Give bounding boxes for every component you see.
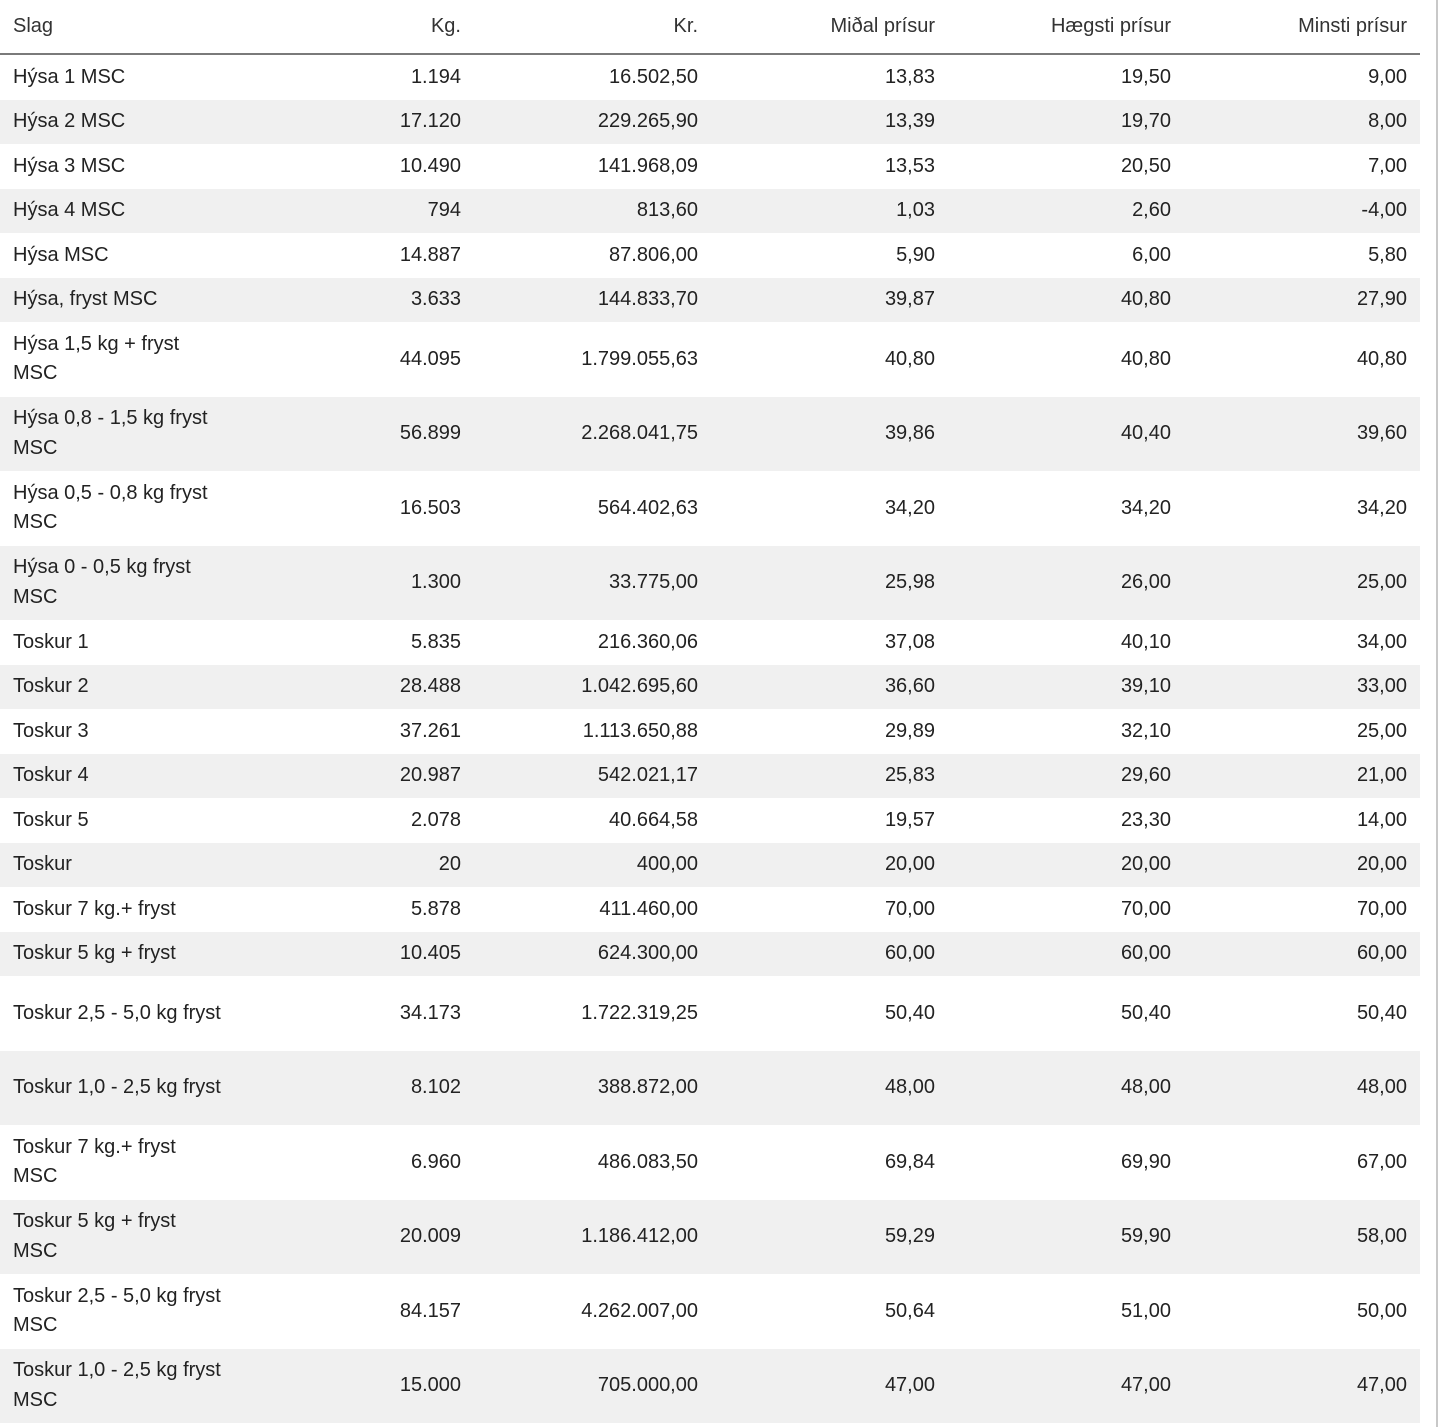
cell-minsti-prisur: 21,00 [1356, 764, 1407, 786]
cell-minsti-prisur: 34,00 [1356, 630, 1407, 653]
cell-slag: Toskur 5 [13, 808, 89, 831]
cell-kr: 486.083,50 [597, 1150, 698, 1173]
cell-minsti-prisur: 7,00 [1368, 154, 1407, 177]
cell-slag: Toskur 5 kg + fryst MSC [13, 1210, 176, 1262]
cell-kr: 411.460,00 [599, 897, 698, 920]
cell-slag: Hýsa 0 - 0,5 kg fryst MSC [13, 556, 191, 608]
cell-haegsti-prisur: 60,00 [1120, 942, 1171, 964]
cell-kg: 1.194 [410, 65, 461, 88]
table-row [0, 546, 1420, 621]
cell-slag: Toskur 4 [13, 764, 89, 786]
cell-minsti-prisur: 8,00 [1368, 110, 1407, 132]
cell-minsti-prisur: 47,00 [1356, 1374, 1407, 1396]
cell-minsti-prisur: 58,00 [1356, 1225, 1407, 1247]
cell-kg: 5.878 [410, 897, 461, 920]
table-row [0, 322, 1420, 397]
cell-minsti-prisur: 50,40 [1356, 1001, 1407, 1024]
cell-kr: 388.872,00 [597, 1076, 698, 1098]
cell-kg: 8.102 [410, 1076, 461, 1098]
table-row [0, 54, 1420, 100]
table-row [0, 278, 1420, 323]
cell-slag: Toskur 5 kg + fryst [13, 942, 176, 964]
table-row [0, 887, 1420, 932]
cell-midal-prisur: 13,53 [884, 154, 935, 177]
cell-haegsti-prisur: 40,40 [1120, 422, 1171, 444]
right-edge-divider [1436, 0, 1438, 1427]
cell-kg: 3.633 [410, 288, 461, 310]
cell-kr: 144.833,70 [597, 288, 698, 310]
column-header-midal-prisur: Miðal prísur [711, 0, 948, 54]
cell-minsti-prisur: 60,00 [1356, 942, 1407, 964]
cell-slag: Toskur 3 [13, 719, 89, 742]
cell-minsti-prisur: 34,20 [1356, 496, 1407, 519]
cell-kr: 1.799.055,63 [581, 347, 698, 370]
column-header-slag: Slag [0, 0, 238, 54]
cell-kg: 794 [427, 199, 461, 221]
cell-midal-prisur: 59,29 [884, 1225, 935, 1247]
column-header-minsti-prisur: Minsti prísur [1184, 0, 1420, 54]
cell-haegsti-prisur: 23,30 [1120, 808, 1171, 831]
table-row [0, 976, 1420, 1051]
cell-kg: 37.261 [399, 719, 461, 742]
cell-midal-prisur: 39,87 [884, 288, 935, 310]
cell-midal-prisur: 20,00 [884, 853, 935, 875]
cell-haegsti-prisur: 59,90 [1120, 1225, 1171, 1247]
cell-midal-prisur: 13,83 [884, 65, 935, 88]
cell-slag: Toskur 7 kg.+ fryst [13, 897, 176, 920]
cell-haegsti-prisur: 20,50 [1120, 154, 1171, 177]
cell-minsti-prisur: 25,00 [1356, 719, 1407, 742]
cell-kg: 20 [438, 853, 461, 875]
cell-slag: Hýsa 0,8 - 1,5 kg fryst MSC [13, 407, 208, 459]
table-row [0, 620, 1420, 665]
cell-slag: Toskur 2,5 - 5,0 kg fryst MSC [13, 1284, 221, 1337]
cell-minsti-prisur: 33,00 [1356, 675, 1407, 697]
cell-slag: Hýsa 0,5 - 0,8 kg fryst MSC [13, 481, 208, 534]
cell-kr: 1.186.412,00 [581, 1225, 698, 1247]
cell-haegsti-prisur: 40,80 [1120, 347, 1171, 370]
cell-kg: 10.490 [399, 154, 461, 177]
table-row [0, 932, 1420, 977]
cell-kg: 1.300 [410, 571, 461, 593]
table-row [0, 798, 1420, 843]
cell-midal-prisur: 34,20 [884, 496, 935, 519]
cell-minsti-prisur: 14,00 [1356, 808, 1407, 831]
cell-kg: 16.503 [399, 496, 461, 519]
cell-kr: 1.042.695,60 [581, 675, 698, 697]
cell-haegsti-prisur: 70,00 [1120, 897, 1171, 920]
cell-slag: Hýsa 1,5 kg + fryst MSC [13, 332, 180, 385]
cell-slag: Hýsa 4 MSC [13, 199, 126, 221]
cell-haegsti-prisur: 47,00 [1120, 1374, 1171, 1396]
cell-midal-prisur: 29,89 [884, 719, 935, 742]
cell-kr: 33.775,00 [609, 571, 698, 593]
cell-minsti-prisur: 27,90 [1356, 288, 1407, 310]
cell-midal-prisur: 69,84 [884, 1150, 935, 1173]
cell-kr: 2.268.041,75 [581, 422, 698, 444]
cell-minsti-prisur: 9,00 [1368, 65, 1407, 88]
cell-haegsti-prisur: 39,10 [1120, 675, 1171, 697]
cell-kg: 20.987 [399, 764, 461, 786]
cell-kr: 542.021,17 [597, 764, 698, 786]
cell-minsti-prisur: 5,80 [1368, 243, 1407, 266]
cell-haegsti-prisur: 20,00 [1120, 853, 1171, 875]
cell-kg: 28.488 [399, 675, 461, 697]
cell-haegsti-prisur: 48,00 [1120, 1076, 1171, 1098]
cell-slag: Hýsa 2 MSC [13, 110, 126, 132]
cell-kr: 564.402,63 [597, 496, 698, 519]
cell-midal-prisur: 37,08 [884, 630, 935, 653]
cell-midal-prisur: 5,90 [896, 243, 935, 266]
cell-midal-prisur: 60,00 [884, 942, 935, 964]
cell-minsti-prisur: 67,00 [1356, 1150, 1407, 1173]
cell-midal-prisur: 25,98 [884, 571, 935, 593]
cell-kg: 15.000 [399, 1374, 461, 1396]
column-header-haegsti-prisur: Hægsti prísur [948, 0, 1184, 54]
cell-minsti-prisur: 50,00 [1356, 1299, 1407, 1322]
cell-slag: Hýsa, fryst MSC [13, 288, 158, 310]
cell-minsti-prisur: -4,00 [1361, 199, 1407, 221]
cell-slag: Toskur 1,0 - 2,5 kg fryst MSC [13, 1359, 221, 1411]
cell-kg: 6.960 [410, 1150, 461, 1173]
cell-kr: 87.806,00 [609, 243, 698, 266]
table-row [0, 754, 1420, 799]
cell-haegsti-prisur: 2,60 [1132, 199, 1171, 221]
cell-slag: Toskur 2,5 - 5,0 kg fryst [13, 1001, 221, 1024]
cell-minsti-prisur: 39,60 [1356, 422, 1407, 444]
cell-minsti-prisur: 70,00 [1356, 897, 1407, 920]
table-row [0, 1349, 1420, 1424]
cell-midal-prisur: 50,40 [884, 1001, 935, 1024]
cell-kg: 2.078 [410, 808, 461, 831]
table-row [0, 144, 1420, 189]
cell-kr: 400,00 [636, 853, 698, 875]
cell-slag: Hýsa 1 MSC [13, 65, 126, 88]
cell-minsti-prisur: 25,00 [1356, 571, 1407, 593]
cell-haegsti-prisur: 19,70 [1120, 110, 1171, 132]
table-row [0, 397, 1420, 472]
cell-kg: 20.009 [399, 1225, 461, 1247]
cell-midal-prisur: 48,00 [884, 1076, 935, 1098]
cell-haegsti-prisur: 40,10 [1120, 630, 1171, 653]
cell-kg: 44.095 [399, 347, 461, 370]
cell-kr: 624.300,00 [597, 942, 698, 964]
cell-midal-prisur: 50,64 [884, 1299, 935, 1322]
cell-haegsti-prisur: 19,50 [1120, 65, 1171, 88]
cell-haegsti-prisur: 51,00 [1120, 1299, 1171, 1322]
cell-midal-prisur: 19,57 [884, 808, 935, 831]
cell-haegsti-prisur: 32,10 [1120, 719, 1171, 742]
cell-midal-prisur: 1,03 [896, 199, 935, 221]
cell-midal-prisur: 40,80 [884, 347, 935, 370]
cell-midal-prisur: 39,86 [884, 422, 935, 444]
cell-midal-prisur: 70,00 [884, 897, 935, 920]
table-row [0, 233, 1420, 278]
table-header [0, 0, 1420, 54]
cell-kr: 16.502,50 [609, 65, 698, 88]
cell-slag: Toskur 1 [13, 630, 89, 653]
cell-minsti-prisur: 20,00 [1356, 853, 1407, 875]
header-row [0, 0, 1420, 54]
cell-haegsti-prisur: 69,90 [1120, 1150, 1171, 1173]
table-row [0, 709, 1420, 754]
cell-midal-prisur: 47,00 [884, 1374, 935, 1396]
cell-slag: Toskur [13, 853, 72, 875]
cell-midal-prisur: 36,60 [884, 675, 935, 697]
cell-minsti-prisur: 48,00 [1356, 1076, 1407, 1098]
table-row [0, 1051, 1420, 1126]
cell-kg: 56.899 [399, 422, 461, 444]
cell-kr: 705.000,00 [597, 1374, 698, 1396]
table-row [0, 1125, 1420, 1200]
cell-kr: 4.262.007,00 [581, 1299, 698, 1322]
column-header-kr: Kr. [474, 0, 711, 54]
cell-kg: 14.887 [399, 243, 461, 266]
cell-slag: Toskur 1,0 - 2,5 kg fryst [13, 1076, 221, 1098]
cell-kg: 17.120 [399, 110, 461, 132]
cell-kg: 34.173 [399, 1001, 461, 1024]
cell-kr: 141.968,09 [597, 154, 698, 177]
table-row [0, 843, 1420, 888]
cell-slag: Toskur 2 [13, 675, 89, 697]
cell-haegsti-prisur: 26,00 [1120, 571, 1171, 593]
cell-kr: 813,60 [636, 199, 698, 221]
cell-kg: 10.405 [399, 942, 461, 964]
cell-haegsti-prisur: 29,60 [1120, 764, 1171, 786]
cell-kr: 229.265,90 [597, 110, 698, 132]
cell-haegsti-prisur: 40,80 [1120, 288, 1171, 310]
column-header-kg: Kg. [238, 0, 474, 54]
cell-slag: Hýsa 3 MSC [13, 154, 126, 177]
table-row [0, 1274, 1420, 1349]
cell-slag: Toskur 7 kg.+ fryst MSC [13, 1135, 176, 1188]
cell-kg: 84.157 [399, 1299, 461, 1322]
table-row [0, 471, 1420, 546]
table-body [0, 54, 1420, 1423]
cell-midal-prisur: 13,39 [884, 110, 935, 132]
cell-haegsti-prisur: 6,00 [1132, 243, 1171, 266]
cell-kr: 216.360,06 [597, 630, 698, 653]
cell-midal-prisur: 25,83 [884, 764, 935, 786]
cell-kr: 40.664,58 [609, 808, 698, 831]
cell-haegsti-prisur: 34,20 [1120, 496, 1171, 519]
table-row [0, 1200, 1420, 1275]
cell-slag: Hýsa MSC [13, 243, 109, 266]
table-row [0, 189, 1420, 234]
cell-haegsti-prisur: 50,40 [1120, 1001, 1171, 1024]
table-row [0, 100, 1420, 145]
cell-kr: 1.113.650,88 [582, 719, 698, 742]
cell-minsti-prisur: 40,80 [1356, 347, 1407, 370]
cell-kr: 1.722.319,25 [581, 1001, 698, 1024]
cell-kg: 5.835 [410, 630, 461, 653]
table-row [0, 665, 1420, 710]
